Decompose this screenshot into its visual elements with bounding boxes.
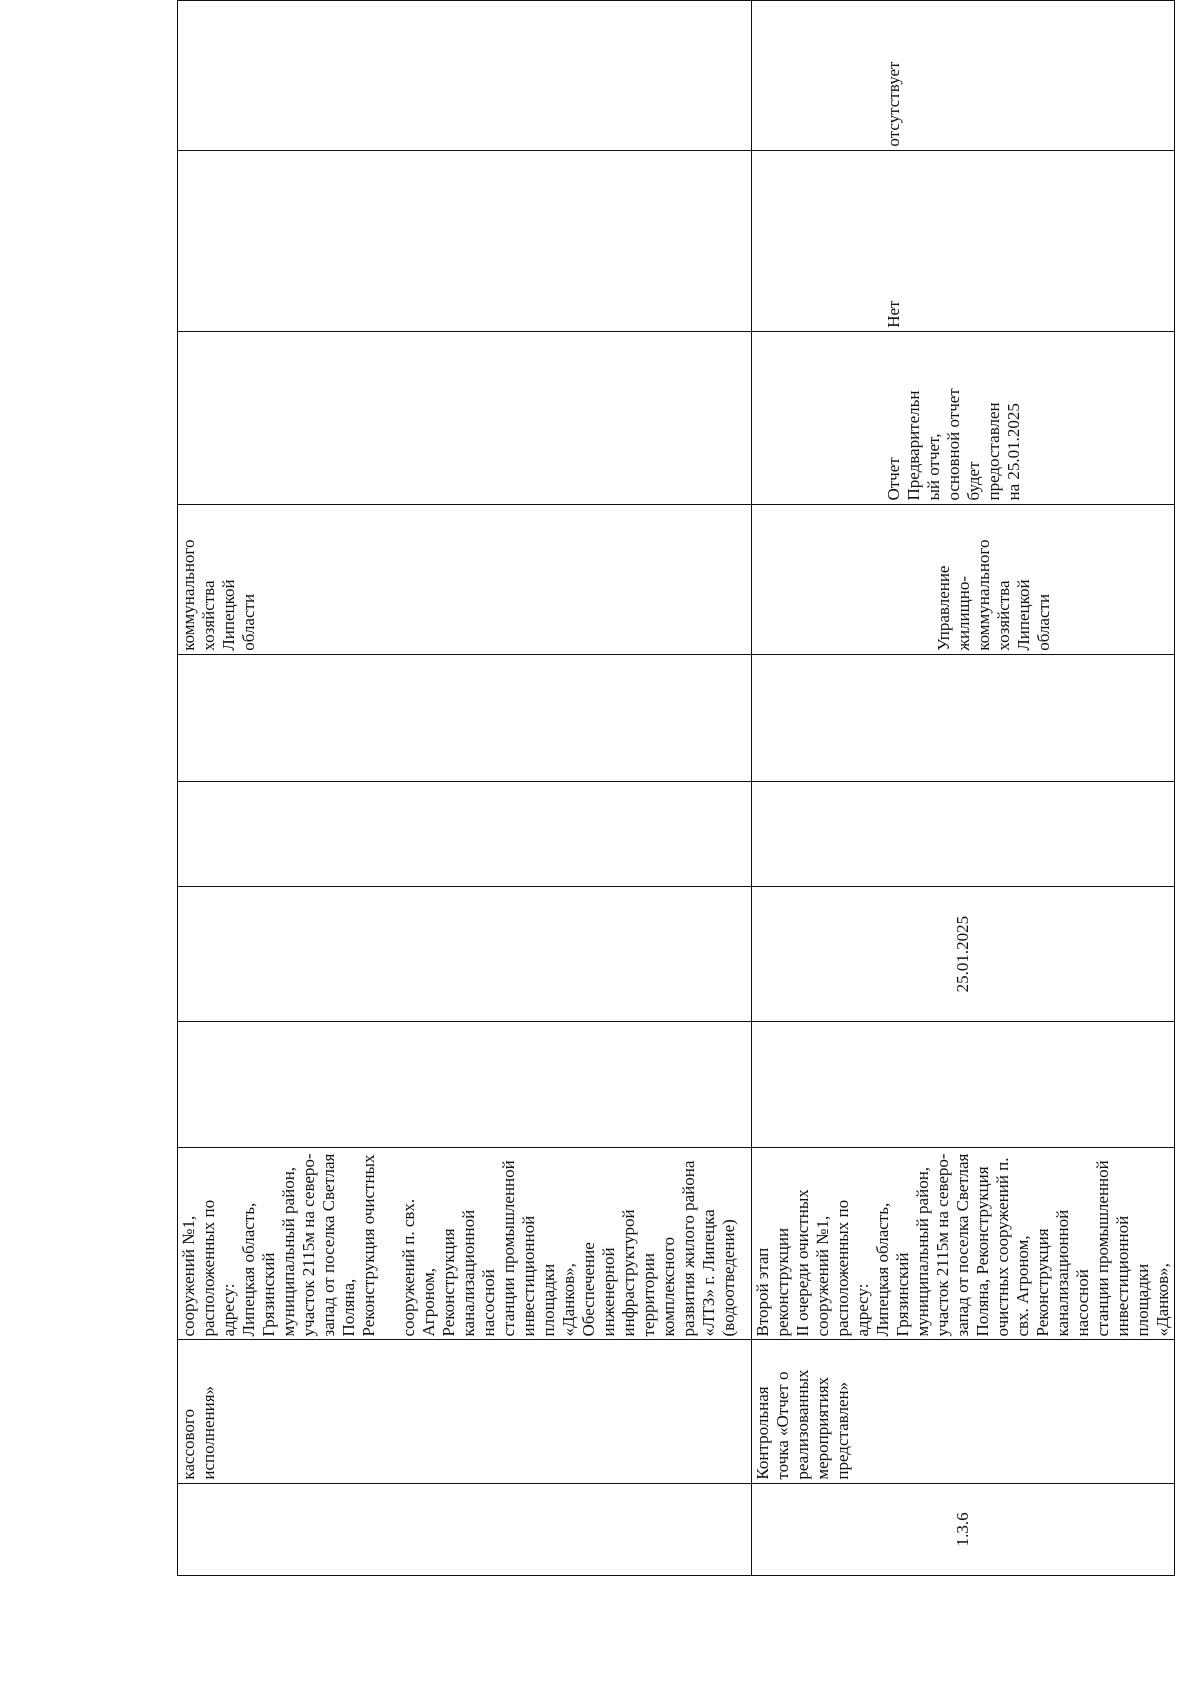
flag-text: Нет xyxy=(884,300,903,328)
cell-description xyxy=(178,1148,752,1340)
cell-end-date xyxy=(178,887,752,1021)
row-name: кассового исполнения» xyxy=(179,1385,218,1480)
row-description: Второй этап реконструкции II очереди очистных сооружений №1, расположенных по адресу: Липецкая область, Грязинский муниципальный район, участок 2115м на северо- запад от поселка Светлая Поляна, Реконструкция очистных сооружений п. свх. Агроном, Реконструкция канализационной насосной станции промышленной инвестиционной площадки «Данков», xyxy=(753,1153,1172,1337)
cell-responsible xyxy=(752,504,1175,654)
cell-name xyxy=(752,1340,1175,1483)
cell-document xyxy=(752,331,1175,504)
cell-flag xyxy=(752,150,1175,331)
cell-empty-c xyxy=(752,781,1175,886)
document-text: Отчет Предварительн ый отчет, основной отчет будет предоставлен на 25.01.2025 xyxy=(884,388,1023,501)
cell-empty-d xyxy=(752,654,1175,781)
cell-empty-d xyxy=(178,654,752,781)
cell-note xyxy=(178,1,752,151)
cell-note xyxy=(752,1,1175,151)
plan-table xyxy=(177,0,1175,1576)
row-description-part1: сооружений №1, расположенных по адресу: Липецкая область, Грязинский муниципальный район, участок 2115м на северо- запад от поселка Светлая Поляна, Реконструкция очистных xyxy=(179,1153,378,1337)
cell-end-date xyxy=(752,887,1175,1021)
cell-empty-c xyxy=(178,781,752,886)
table-row xyxy=(752,1,1175,1576)
cell-number xyxy=(752,1483,1175,1575)
cell-start-date xyxy=(752,1021,1175,1147)
note-text: отсутствует xyxy=(884,61,903,147)
row-description-part2: сооружений п. свх. Агроном, Реконструкция канализационной насосной станции промышленной инвестиционной площадки «Данков», Обеспечение инженерной инфраструктурой территории комплексного развития жилого района «ЛТЗ» г. Липецка (водоотведение) xyxy=(399,1160,738,1337)
row-name: Контрольная точка «Отчет о реализованных мероприятиях представлен» xyxy=(753,1369,852,1480)
cell-start-date xyxy=(178,1021,752,1147)
table-row xyxy=(178,1,752,1576)
cell-number xyxy=(178,1483,752,1575)
cell-description xyxy=(752,1148,1175,1340)
responsible-text: коммунального хозяйства Липецкой области xyxy=(179,539,258,651)
cell-document xyxy=(178,331,752,504)
cell-name xyxy=(178,1340,752,1483)
paragraph-gap xyxy=(379,1151,399,1336)
row-number: 1.3.6 xyxy=(953,1512,972,1547)
end-date: 25.01.2025 xyxy=(953,915,972,993)
cell-flag xyxy=(178,150,752,331)
cell-responsible xyxy=(178,504,752,654)
responsible-text: Управление жилищно- коммунального хозяйства Липецкой области xyxy=(934,539,1053,651)
